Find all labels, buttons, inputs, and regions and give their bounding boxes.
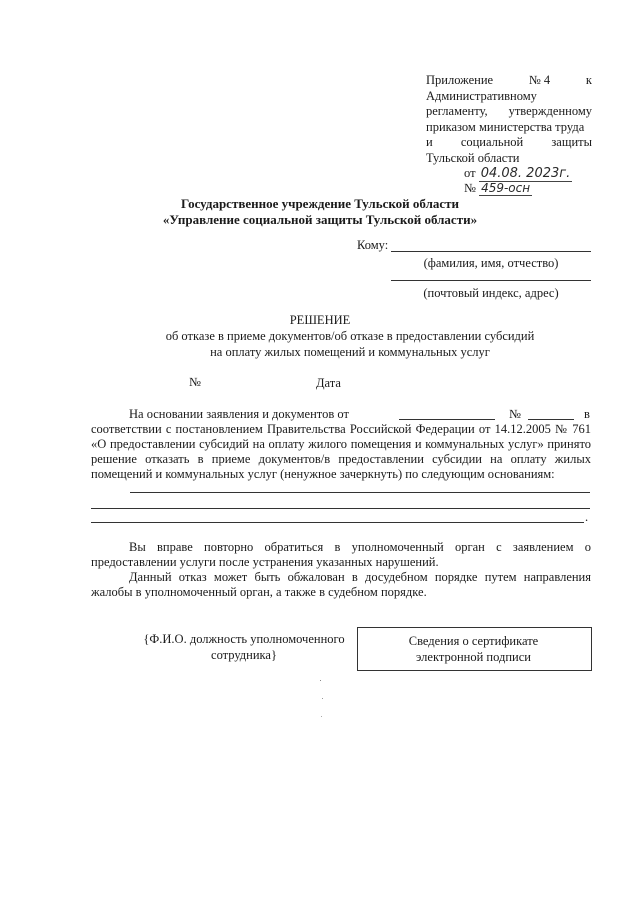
body-p3-line-1: Данный отказ может быть обжалован в досудебном порядке путем направления <box>129 570 591 584</box>
body-p1-line-5: помещений и коммунальных услуг (ненужное зачеркнуть) по следующим основаниям: <box>91 467 555 481</box>
decision-subtitle-1: об отказе в приеме документов/об отказе в предоставлении субсидий <box>165 329 535 343</box>
appendix-preposition: к <box>585 73 592 87</box>
reason-line-1[interactable] <box>130 492 590 493</box>
appendix-label: Приложение <box>426 73 494 87</box>
recipient-label: Кому: <box>357 238 389 252</box>
recipient-name-field[interactable] <box>391 251 591 252</box>
appendix-date-line <box>464 166 572 181</box>
recipient-address-field[interactable] <box>391 280 591 281</box>
appendix-line-3 <box>426 104 592 120</box>
appendix-line-5-mid: социальной <box>460 135 524 150</box>
reason-line-2[interactable] <box>91 508 590 509</box>
body-p3-line-2: жалобы в уполномоченный орган, а также в судебном порядке. <box>91 585 427 599</box>
application-date-field[interactable] <box>399 419 495 420</box>
appendix-block <box>426 73 592 167</box>
appendix-line-3-left: регламенту, <box>426 104 488 119</box>
reason-end-dot: . <box>585 510 589 524</box>
order-number-prefix: № <box>464 181 476 195</box>
scan-speck <box>322 698 323 699</box>
certificate-line-2: электронной подписи <box>416 650 531 664</box>
recipient-name-caption: (фамилия, имя, отчество) <box>423 256 559 270</box>
decision-subtitle-2: на оплату жилых помещений и коммунальных услуг <box>210 345 490 359</box>
appendix-number: № 4 <box>528 73 551 87</box>
appendix-line-1 <box>426 73 592 89</box>
application-number-label: № <box>509 407 521 421</box>
organization-name-line-2: «Управление социальной защиты Тульской области» <box>162 212 478 227</box>
body-p2-line-2: предоставлении услуги после устранения указанных нарушений. <box>91 555 439 569</box>
reason-line-3[interactable] <box>91 522 584 523</box>
body-p1-line-2: соответствии с постановлением Правительства Российской Федерации от 14.12.2005 № 761 <box>91 422 591 436</box>
organization-name-line-1: Государственное учреждение Тульской области <box>180 196 460 211</box>
appendix-line-5 <box>426 135 592 151</box>
official-name-line-1: {Ф.И.О. должность уполномоченного <box>143 632 345 646</box>
decision-date-label: Дата <box>316 376 341 390</box>
appendix-line-4: приказом министерства труда <box>426 119 585 134</box>
appendix-line-3-right: утвержденному <box>508 104 592 119</box>
certificate-line-1: Сведения о сертификате <box>408 634 539 648</box>
body-p1-line-1-text: На основании заявления и документов от <box>129 407 349 421</box>
body-p1-preposition: в <box>584 407 590 421</box>
appendix-line-2: Административному <box>426 88 537 103</box>
body-p1-line-3: «О предоставлении субсидий на оплату жилого помещения и коммунальных услуг» принято <box>91 437 591 451</box>
scan-speck <box>321 716 322 717</box>
date-prefix: от <box>464 166 476 180</box>
recipient-address-caption: (почтовый индекс, адрес) <box>423 286 559 300</box>
handwritten-order-number: 459-осн <box>481 181 531 195</box>
scan-speck <box>320 680 321 681</box>
appendix-line-6: Тульской области <box>426 150 520 165</box>
body-p1-line-4: решение отказать в приеме документов/в предоставлении субсидии на оплату жилых <box>91 452 591 466</box>
appendix-line-5-left: и <box>426 135 433 150</box>
decision-title: РЕШЕНИЕ <box>289 313 351 327</box>
handwritten-date: 04.08. 2023г. <box>480 166 571 181</box>
decision-number-label: № <box>189 375 201 389</box>
official-name-line-2: сотрудника} <box>211 648 277 662</box>
application-number-field[interactable] <box>528 419 574 420</box>
appendix-line-5-right: защиты <box>551 135 592 150</box>
body-p2-line-1: Вы вправе повторно обратиться в уполномоченный орган с заявлением о <box>129 540 591 554</box>
appendix-order-number-line <box>464 181 532 196</box>
